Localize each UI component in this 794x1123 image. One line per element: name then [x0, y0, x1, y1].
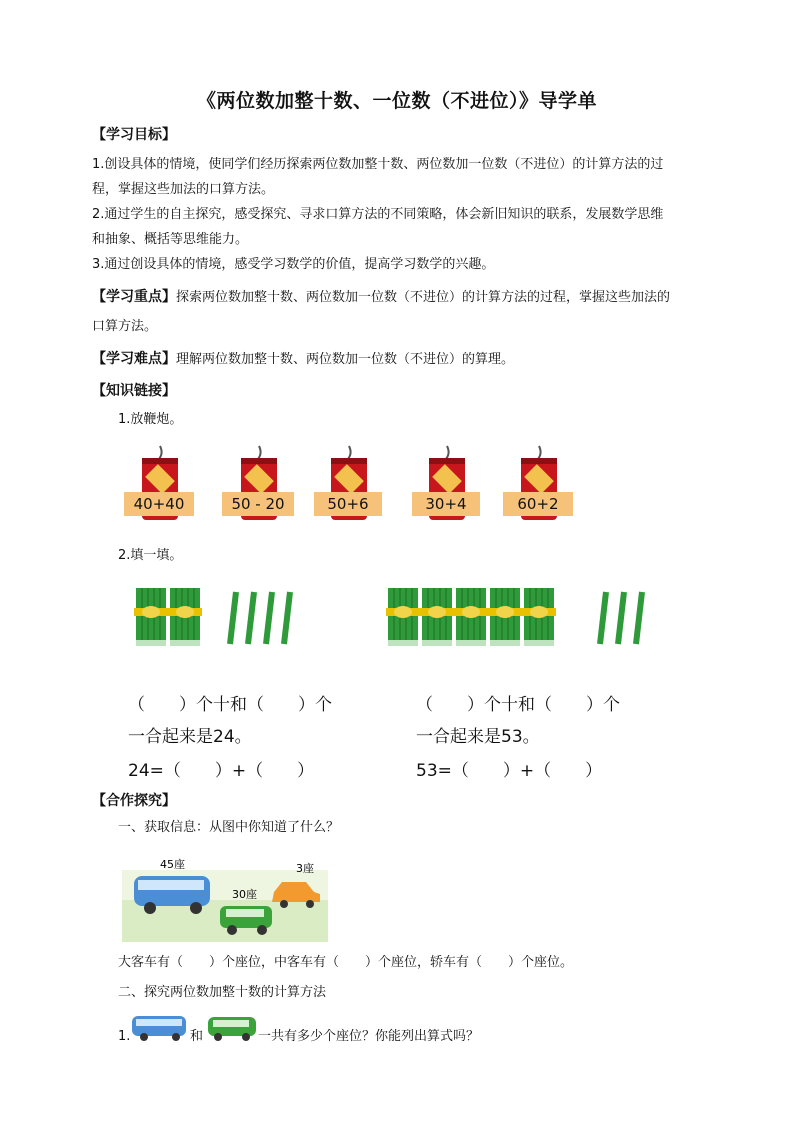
fill-left-line2: 一合起来是24。 — [128, 727, 252, 747]
single-sticks — [600, 592, 642, 644]
goal-line-3: 2.通过学生的自主探究，感受探究、寻求口算方法的不同策略，体会新旧知识的联系，发展数学思维 — [92, 207, 664, 222]
bundle-icon — [386, 588, 420, 646]
q2-text: 一共有多少个座位？你能列出算式吗？ — [258, 1029, 480, 1044]
single-sticks — [230, 592, 290, 644]
key-line-2: 口算方法。 — [92, 319, 158, 334]
bundle-icon — [168, 588, 202, 646]
q2-and: 和 — [190, 1029, 204, 1044]
key-text: 探索两位数加整十数、两位数加一位数（不进位）的计算方法的过程，掌握这些加法的 — [176, 290, 671, 305]
fill-left-line1: （ ）个十和（ ）个 — [128, 695, 332, 715]
firecracker-label: 50+6 — [314, 492, 382, 516]
minibus-icon — [206, 1014, 258, 1042]
goal-line-5: 3.通过创设具体的情境，感受学习数学的价值，提高学习数学的兴趣。 — [92, 257, 495, 272]
item-1-label: 1.放鞭炮。 — [118, 412, 183, 427]
goal-line-2: 程，掌握这些加法的口算方法。 — [92, 182, 275, 197]
firecracker-label: 40+40 — [124, 492, 194, 516]
difficulty-text: 理解两位数加整十数、两位数加一位数（不进位）的算理。 — [176, 352, 515, 367]
fill-right-line2: 一合起来是53。 — [416, 727, 540, 747]
bundle-icon — [488, 588, 522, 646]
bus-icon — [130, 1014, 188, 1042]
q2-prefix: 1. — [118, 1029, 131, 1044]
key-header: 【学习重点】 — [92, 289, 176, 305]
minibus-seat-label: 30座 — [232, 888, 257, 901]
goals-header: 【学习目标】 — [92, 127, 176, 143]
bundle-icon — [522, 588, 556, 646]
firecracker-label: 50 - 20 — [222, 492, 294, 516]
seats-question: 大客车有（ ）个座位，中客车有（ ）个座位，轿车有（ ）个座位。 — [118, 955, 574, 970]
vehicle-scene — [122, 852, 328, 942]
goal-line-1: 1.创设具体的情境，使同学们经历探索两位数加整十数、两位数加一位数（不进位）的计算方法的过 — [92, 157, 664, 172]
goal-line-4: 和抽象、概括等思维能力。 — [92, 232, 249, 247]
coop-question-2: 二、探究两位数加整十数的计算方法 — [118, 985, 327, 1000]
bundle-icon — [420, 588, 454, 646]
page-title: 《两位数加整十数、一位数（不进位）》导学单 — [196, 90, 597, 112]
firecracker-label: 60+2 — [503, 492, 573, 516]
fill-left-line3: 24=（ ）+（ ） — [128, 761, 315, 781]
car-seat-label: 3座 — [296, 862, 314, 875]
key-points — [92, 284, 670, 311]
bundle-icon — [454, 588, 488, 646]
coop-header: 【合作探究】 — [92, 793, 176, 809]
bundles-left — [130, 582, 310, 652]
fill-right-line1: （ ）个十和（ ）个 — [416, 695, 620, 715]
fill-right-line3: 53=（ ）+（ ） — [416, 761, 603, 781]
item-2-label: 2.填一填。 — [118, 548, 183, 563]
difficulty-header: 【学习难点】 — [92, 351, 176, 367]
coop-question-1: 一、获取信息：从图中你知道了什么？ — [118, 820, 340, 835]
link-header: 【知识链接】 — [92, 383, 176, 399]
firecracker-label: 30+4 — [412, 492, 480, 516]
bundles-right — [382, 582, 662, 652]
bus-seat-label: 45座 — [160, 858, 185, 871]
difficulty — [92, 346, 514, 373]
bundle-icon — [134, 588, 168, 646]
